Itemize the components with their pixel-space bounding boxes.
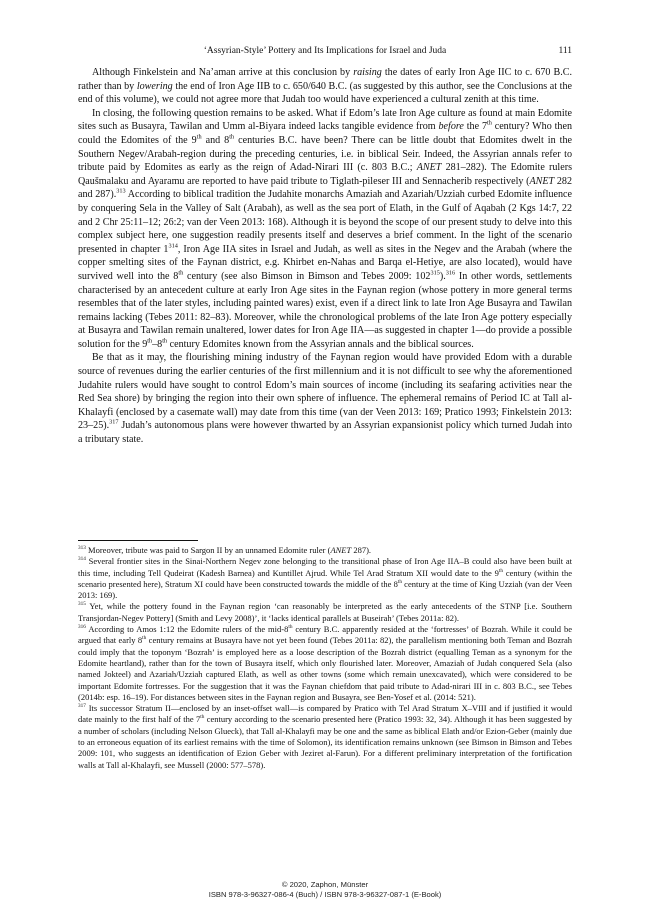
main-text — [78, 66, 572, 447]
page-number: 111 — [558, 46, 572, 56]
footnotes — [78, 545, 572, 771]
running-header — [78, 46, 572, 56]
footnote-317: $^{317}$ Its successor Stratum II—enclosed by an inset-offset wall—is compared by Pratico with Tel Arad Stratum X–VIII and if justified it would date mainly to the first half of the 7th century according to the scenario presented here (Pratico 1993: 32, 34). Although it has been suggested by a number of scholars (including Nelson Glueck), that Tall al-Khalayfi may be one and the same as biblical Elath and/or Ezion-Geber (mainly due to an erroneous equation of its earliest remains with the time of Solomon), its identification remains unknown (see Bimson in Bimson and Tebes 2009: 101, who suggests an identification of Ezion Geber with Jeziret al-Farun). For a different preliminary interpretation of the fortification walls at Tall al-Khalayfi, see Mussell (2000: 577–578). — [78, 703, 572, 770]
footnote-316: $^{316}$ According to Amos 1:12 the Edomite rulers of the mid-8th century B.C. apparently resided at the ‘fortresses’ of Bozrah. While it could be argued that early 8th century remains at Busayra have not yet been found (Tebes 2011a: 82), the parallelism mentioning both Teman and Bozrah could imply that the toponym ‘Bozrah’ is employed here as a loose description of the Bozrah district (equalling Teman as a synonym for the Edomite heartland), rather than for the town of Busayra itself, which only flourished later. Moreover, Amaziah of Judah conquered Sela (also named Jokteel) and Azariah/Uzziah captured Elath, as well as other towns (some which remain unexcavated), which were considered to be important Edomite fortresses. For the suggestion that it was the Faynan chiefdom that paid tribute to Adad-nirari III in c. 803 B.C., see Tebes (2014b: esp. 16–19). For distances between sites in the Faynan region and Busayra, see Ben-Yosef et al. (2014: 521). — [78, 624, 572, 702]
footnote-313: $^{313}$ Moreover, tribute was paid to Sargon II by an unnamed Edomite ruler (ANET 287). — [78, 545, 372, 555]
isbn-line: ISBN 978-3-96327-086-4 (Buch) / ISBN 978-3-96327-087-1 (E-Book) — [208, 890, 442, 900]
running-title: ‘Assyrian-Style’ Pottery and Its Implications for Israel and Juda — [203, 46, 447, 56]
footnote-314: $^{314}$ Several frontier sites in the Sinai-Northern Negev zone belonging to the transitional phase of Iron Age IIA–B could also have been built at this time, including Tell Qudeirat (Kadesh Barnea) and Kuntillet Ajrud. While Tel Arad Stratum XII would date to the 9th century (within the scenario presented here), Stratum XI could have been constructed towards the middle of the 8th century at the time of King Uzziah (van der Veen 2013: 169). — [78, 556, 573, 601]
paragraph: Be that as it may, the flourishing mining industry of the Faynan region would have provided Edom with a durable source of revenues during the earlier centuries of the first millennium and it is not difficult to see why the aforementioned Judahite rulers would have sought to control Edom’s main sources of income (including its seafaring activities near the Red Sea shore) by bringing the region into their own sphere of influence. The ephemeral remains of Period IC at Tall al-Khalayfi (enclosed by a casemate wall) may date from this time (van der Veen 2013: 169; Pratico 1993; Finkelstein 2013: 23–25).$^{317}$ Judah’s autonomous plans were however thwarted by an Assyrian expansionist policy which turned Judah into a tributary state. — [78, 352, 572, 446]
copyright-line: © 2020, Zaphon, Münster — [281, 880, 369, 889]
footnote-315: $^{315}$ Yet, while the pottery found in the Faynan region ‘can reasonably be interpreted as the early antecedents of the STNP [i.e. Southern Transjordan-Negev Pottery] (Smith and Levy 2008)’, it ‘lacks identical parallels at Buseirah’ (Tebes 2011a: 82). — [78, 601, 572, 623]
footnote-separator — [78, 540, 198, 541]
paragraph: In closing, the following question remains to be asked. What if Edom’s late Iron Age culture as found at main Edomite sites such as Busayra, Tawilan and Umm al-Biyara indeed lacks tangible evidence from before the 7th century? Who then could the Edomites of the 9th and 8th centuries B.C. have been? There can be little doubt that Edomites dwelt in the Southern Negev/Arabah-region during the preceding centuries, i.e. in biblical Seir. Indeed, the Assyrian annals refer to tribute paid by Edomites as early as the reign of Adad-Nirari III (c. 803 B.C.; ANET 281–282). The Edomite rulers Qaušmalaku and Ayaramu are reported to have paid tribute to Tiglath-pileser III and Sennacherib respectively (ANET 282 and 287).$^{313}$ According to biblical tradition the Judahite monarchs Amaziah and Azariah/Uzziah curbed Edomite influence by conquering Sela in the Valley of Salt (Arabah), as well as the sea port of Elath, in the Gulf of Aqabah (2 Kgs 14:7, 22 and 2 Chr 25:11–12; 26:2; van der Veen 2013: 168). Although it is beyond the scope of our present study to delve into this complex subject here, one suggestion readily presents itself and deserves a brief comment. In the light of the scenario presented in chapter $1^{314}$, Iron Age IIA sites in Israel and Judah, as well as sites in the Negev and the Arabah (where the copper smelting sites of the Faynan district, e.g. Khirbet en-Nahas and Barqa el-Hetiye, are also located), would have survived well into the 8th century (see also Bimson in Bimson and Tebes 2009: $102^{315}).^{316}$ In other words, settlements characterised by an antecedent culture at early Iron Age sites in the Faynan region (whose pottery in more general terms resembles that of the later styles, including painted wares) exist, even if a direct link to late Iron Age Busayra and Tawilan remains lacking (Tebes 2011: 82–83). Moreover, while the chronological problems of the late Iron Age pottery especially at Busayra and Tawilan remain unaltered, lower dates for Iron Age IIA—as suggested in chapter 1—do provide a possible solution for the 9th–8th century Edomites known from the Assyrian annals and the biblical sources. — [78, 107, 572, 350]
page-footer — [0, 880, 650, 901]
paragraph: Although Finkelstein and Na’aman arrive at this conclusion by raising the dates of early Iron Age IIC to c. 670 B.C. rather than by lowering the end of Iron Age IIB to c. 650/640 B.C. (as suggested by this author, see the Conclusions at the end of this volume), we could not agree more that Judah too would have experienced a cultural zenith at this time. — [78, 67, 573, 106]
